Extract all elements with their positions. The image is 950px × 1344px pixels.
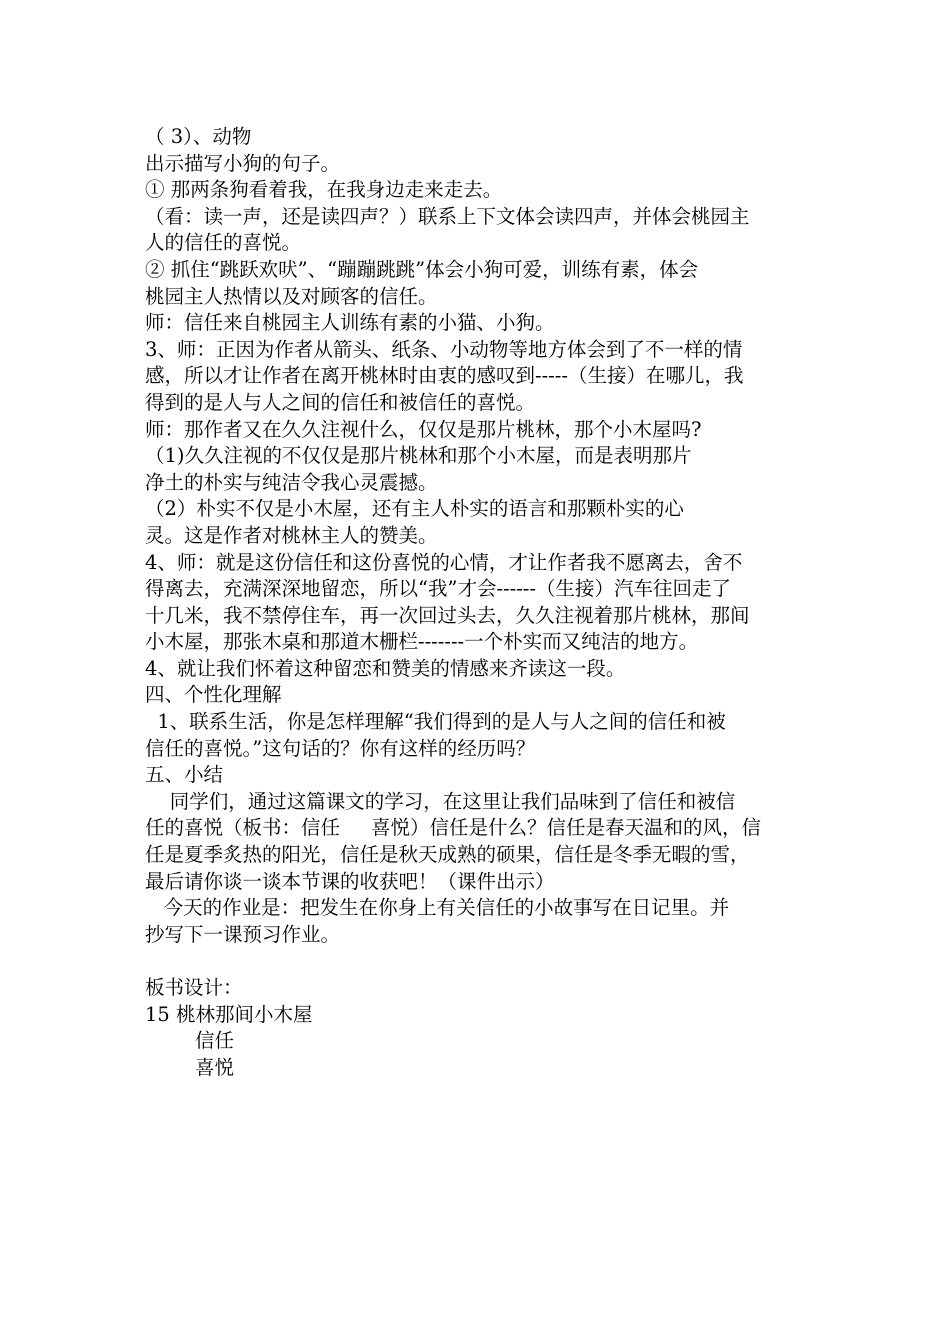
- text-line: 得离去，充满深深地留恋，所以“我”才会------（生接）汽车往回走了: [145, 577, 731, 601]
- board-item: 喜悦: [195, 1055, 235, 1079]
- text-line: 小木屋，那张木桌和那道木栅栏-------一个朴实而又纯洁的地方。: [145, 630, 699, 654]
- text-line: 信任的喜悦。”这句话的？你有这样的经历吗？: [145, 736, 536, 760]
- text-line: 感，所以才让作者在离开桃林时由衷的感叹到-----（生接）在哪儿，我: [145, 364, 744, 388]
- text-line: ② 抓住“跳跃欢吠”、“蹦蹦跳跳”体会小狗可爱，训练有素，体会: [145, 257, 699, 281]
- board-heading: 板书设计：: [145, 976, 243, 999]
- section-heading: 四、个性化理解: [145, 683, 282, 707]
- text-line: 同学们，通过这篇课文的学习，在这里让我们品味到了信任和被信: [145, 789, 736, 813]
- text-line: 今天的作业是：把发生在你身上有关信任的小故事写在日记里。并: [145, 896, 730, 920]
- text-line: 出示描写小狗的句子。: [145, 151, 341, 175]
- text-line: 得到的是人与人之间的信任和被信任的喜悦。: [145, 390, 536, 414]
- text-line: （1)久久注视的不仅仅是那片桃林和那个小木屋，而是表明那片: [145, 444, 692, 468]
- text-line: （看：读一声，还是读四声？）联系上下文体会读四声，并体会桃园主: [145, 204, 750, 228]
- text-line: 净土的朴实与纯洁令我心灵震撼。: [145, 470, 438, 494]
- text-line: 师：那作者又在久久注视什么，仅仅是那片桃林，那个小木屋吗?: [145, 417, 702, 441]
- text-line: 师：信任来自桃园主人训练有素的小猫、小狗。: [145, 311, 555, 335]
- text-line: 4、就让我们怀着这种留恋和赞美的情感来齐读这一段。: [145, 656, 626, 680]
- text-line: 任的喜悦（板书：信任 喜悦）信任是什么？信任是春天温和的风，信: [145, 816, 761, 840]
- text-line: 灵。这是作者对桃林主人的赞美。: [145, 523, 438, 547]
- text-line: 桃园主人热情以及对顾客的信任。: [145, 284, 438, 308]
- text-line: （2）朴实不仅是小木屋，还有主人朴实的语言和那颗朴实的心: [145, 497, 684, 521]
- text-line: 任是夏季炙热的阳光，信任是秋天成熟的硕果，信任是冬季无暇的雪，: [145, 843, 750, 867]
- document-body: [145, 124, 825, 1081]
- text-line: 4、师：就是这份信任和这份喜悦的心情，才让作者我不愿离去，舍不: [145, 550, 743, 574]
- board-item: 信任: [195, 1029, 235, 1053]
- blank-line: [145, 948, 825, 975]
- text-line: （ 3）、动物: [145, 125, 252, 148]
- board-title: 15 桃林那间小木屋: [145, 1002, 313, 1026]
- section-heading: 五、小结: [145, 763, 224, 787]
- text-line: 人的信任的喜悦。: [145, 231, 302, 255]
- text-line: 3、师：正因为作者从箭头、纸条、小动物等地方体会到了不一样的情: [145, 337, 743, 361]
- text-line: ① 那两条狗看着我，在我身边走来走去。: [145, 178, 503, 202]
- text-line: 最后请你谈一谈本节课的收获吧！（课件出示）: [145, 869, 555, 893]
- text-line: 抄写下一课预习作业。: [145, 922, 341, 946]
- text-line: 十几米，我不禁停住车，再一次回过头去，久久注视着那片桃林，那间: [145, 603, 750, 627]
- text-line: 1、联系生活，你是怎样理解“我们得到的是人与人之间的信任和被: [145, 710, 726, 734]
